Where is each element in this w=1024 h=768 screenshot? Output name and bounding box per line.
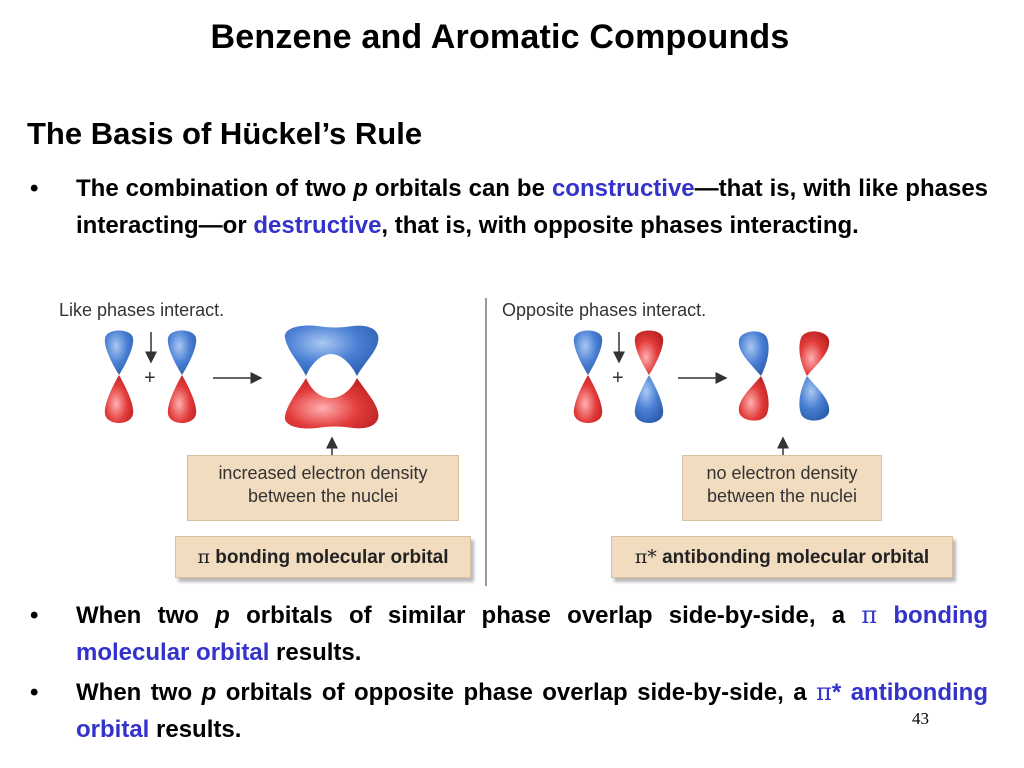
term-destructive: destructive bbox=[253, 212, 382, 239]
bullet-dot: • bbox=[30, 175, 39, 202]
bullet-text bbox=[76, 674, 988, 748]
term-constructive: constructive bbox=[551, 175, 695, 202]
p-orbital-left-2 bbox=[168, 331, 196, 424]
text-run: The combination of two bbox=[76, 175, 354, 202]
page-number: 43 bbox=[912, 709, 929, 728]
text-run: —that is, with like phases interacting—or bbox=[76, 175, 989, 239]
text-run: When two bbox=[76, 602, 216, 629]
pi-symbol: π bbox=[197, 546, 210, 568]
pi-bonding-orbital bbox=[285, 326, 379, 429]
result-text: bonding molecular orbital bbox=[209, 547, 449, 568]
result-box-antibonding bbox=[611, 536, 953, 578]
text-run: orbitals can be bbox=[367, 175, 552, 202]
pi-star-symbol: π* bbox=[634, 546, 657, 568]
p-orbital-left-1 bbox=[105, 331, 133, 424]
italic-p: p bbox=[201, 679, 217, 706]
pi-symbol: π bbox=[816, 678, 832, 706]
term-bonding-orbital: bonding molecular orbital bbox=[76, 602, 989, 666]
text-run: , that is, with opposite phases interacting. bbox=[381, 212, 859, 239]
p-orbital-right-1 bbox=[574, 331, 602, 424]
bullet-bonding bbox=[30, 597, 988, 671]
like-phases-label: Like phases interact. bbox=[59, 300, 225, 320]
info-line: increased electron density bbox=[218, 463, 428, 483]
info-line: between the nuclei bbox=[247, 486, 399, 506]
result-text: antibonding molecular orbital bbox=[656, 547, 930, 568]
bullet-text bbox=[76, 170, 988, 244]
plus-sign: + bbox=[612, 367, 624, 389]
bullet-combination bbox=[30, 170, 988, 244]
figure-divider bbox=[485, 298, 487, 586]
text-run: results. bbox=[269, 639, 362, 666]
slide-title: Benzene and Aromatic Compounds bbox=[210, 18, 790, 56]
italic-p: p bbox=[215, 602, 230, 629]
text-run: When two bbox=[76, 679, 202, 706]
info-line: between the nuclei bbox=[706, 486, 858, 506]
pi-symbol: π bbox=[861, 601, 878, 629]
info-box-no-density bbox=[682, 455, 882, 521]
info-box-increased-density bbox=[187, 455, 459, 521]
italic-p: p bbox=[353, 175, 368, 202]
p-orbital-right-2 bbox=[635, 331, 663, 424]
text-run: results. bbox=[149, 716, 242, 743]
bullet-dot: • bbox=[30, 679, 39, 706]
section-heading: The Basis of Hückel’s Rule bbox=[27, 116, 423, 151]
text-run: orbitals of opposite phase overlap side-by-side, a bbox=[216, 679, 817, 706]
bullet-antibonding bbox=[30, 674, 988, 748]
orbital-figure bbox=[55, 290, 975, 590]
term-antibonding-orbital: * antibonding orbital bbox=[76, 679, 988, 743]
info-line: no electron density bbox=[706, 463, 858, 483]
plus-sign: + bbox=[144, 367, 156, 389]
pi-star-antibonding-orbital bbox=[739, 331, 829, 420]
result-box-bonding bbox=[175, 536, 471, 578]
text-run: orbitals of similar phase overlap side-by-side, a bbox=[229, 602, 862, 629]
opposite-phases-label: Opposite phases interact. bbox=[502, 300, 707, 320]
bullet-dot: • bbox=[30, 602, 39, 629]
bullet-text bbox=[76, 597, 988, 671]
